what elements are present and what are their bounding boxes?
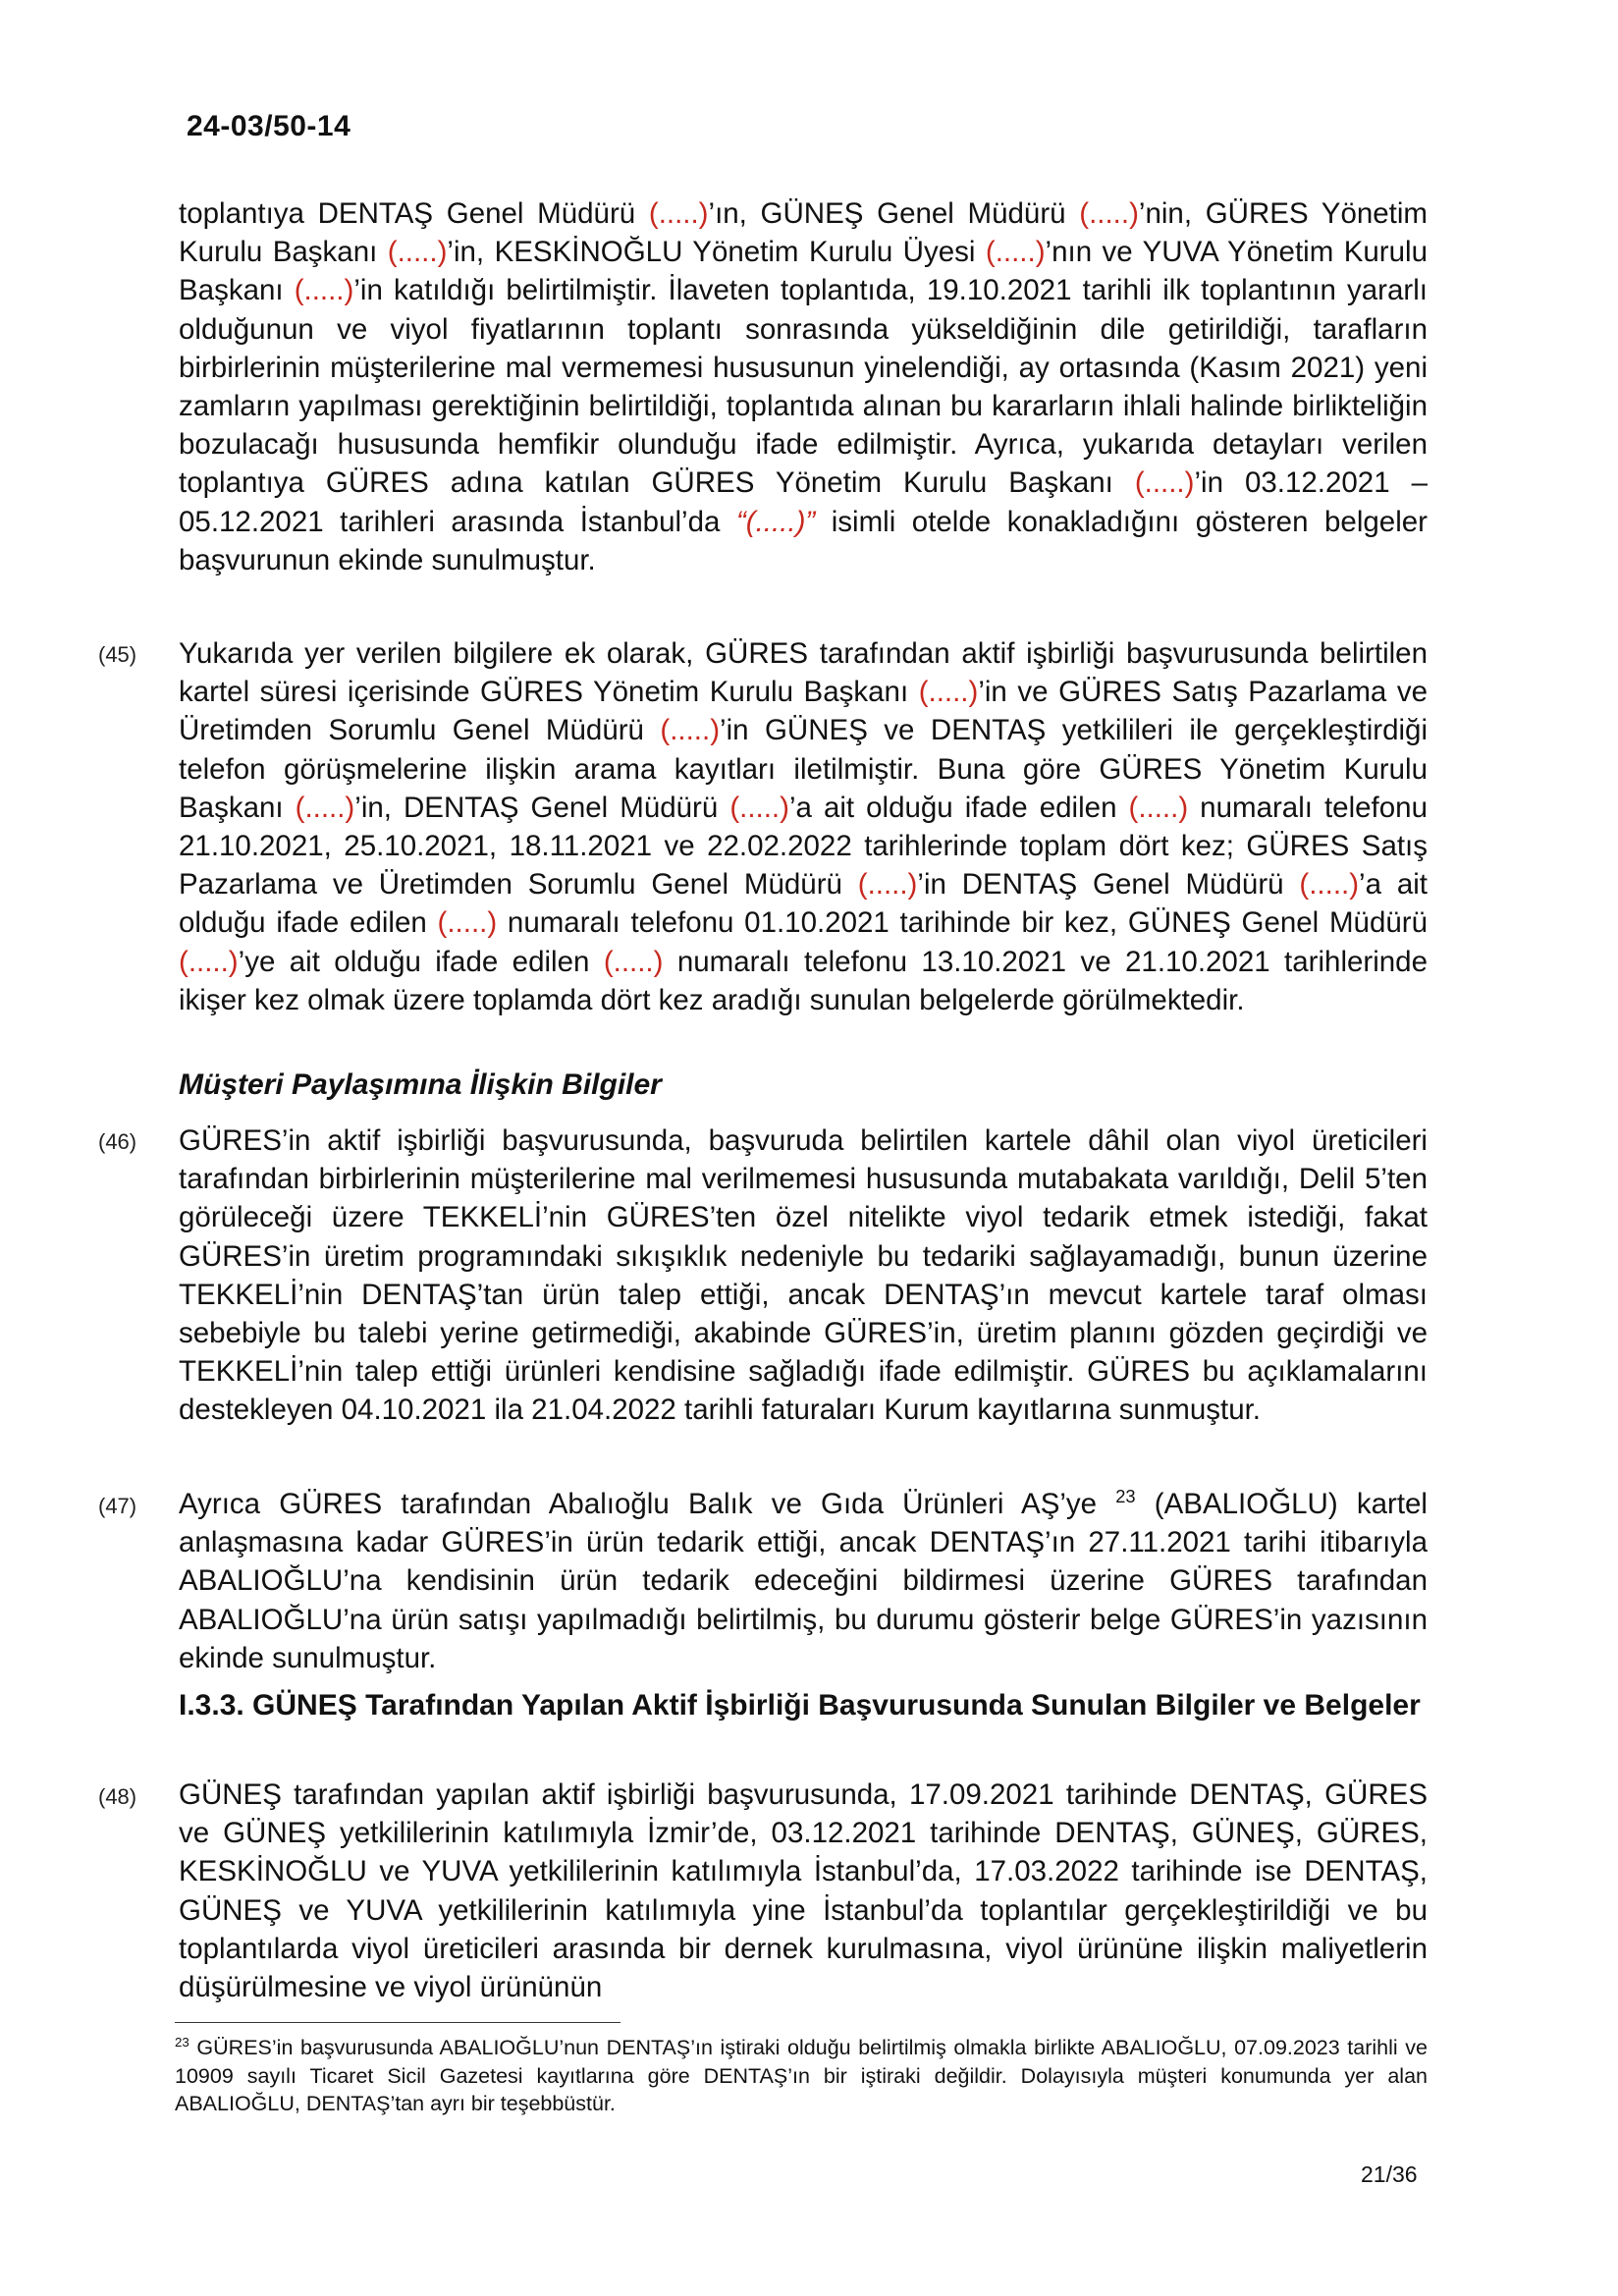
- redacted-mark: (.....): [1079, 197, 1139, 230]
- redacted-mark: (.....): [294, 274, 354, 307]
- paragraph-number: (45): [98, 642, 137, 667]
- text-run: ’a ait olduğu ifade edilen: [179, 868, 1428, 940]
- redacted-mark: (.....): [437, 906, 498, 940]
- footnote-23: [175, 2034, 1428, 2118]
- text-run: ’ın, GÜNEŞ Genel Müdürü: [708, 197, 1080, 230]
- paragraph-number: (46): [98, 1129, 137, 1154]
- paragraph-46: GÜRES’in aktif işbirliği başvurusunda, başvuruda belirtilen kartele dâhil olan viyol üreticileri tarafından birbirlerinin müşterilerine mal verilmemesi hususunda mutabakata varıldığı, Delil 5’ten görüleceği üzere TEKKELİ’nin GÜRES’ten özel nitelikte viyol tedarik etmek istediği, fakat GÜRES’in üretim programındaki sıkışıklık nedeniyle bu tedariki sağlayamadığı, bunun üzerine TEKKELİ’nin DENTAŞ’tan ürün talep ettiği, ancak DENTAŞ’ın mevcut kartele taraf olması sebebiyle bu talebi yerine getirmediği, akabinde GÜRES’in, üretim planını gözden geçirdiği ve TEKKELİ’nin talep ettiği ürünleri kendisine sağladığı ifade edilmiştir. GÜRES bu açıklamalarını destekleyen 04.10.2021 ila 21.04.2022 tarihli faturaları Kurum kayıtlarına sunmuştur.: [179, 1124, 1428, 1427]
- text-run: ’in 03.12.2021 – 05.12.2021 tarihleri arasında İstanbul’da: [179, 466, 1428, 538]
- section-heading: I.3.3. GÜNEŞ Tarafından Yapılan Aktif İşbirliği Başvurusunda Sunulan Bilgiler ve Belgeler: [179, 1689, 1421, 1722]
- redacted-mark: (.....): [918, 676, 979, 709]
- redacted-mark: (.....): [387, 236, 448, 269]
- text-run: ’in, KESKİNOĞLU Yönetim Kurulu Üyesi: [447, 236, 986, 269]
- footnote-number: 23: [175, 2035, 189, 2050]
- redacted-mark: (.....): [648, 197, 709, 230]
- paragraph-45: [179, 634, 1428, 1019]
- page-number: 21/36: [1361, 2161, 1418, 2187]
- paragraph-48: GÜNEŞ tarafından yapılan aktif işbirliği başvurusunda, 17.09.2021 tarihinde DENTAŞ, GÜRES ve GÜNEŞ yetkililerinin katılımıyla İzmir’de, 03.12.2021 tarihinde DENTAŞ, GÜNEŞ, GÜRES, KESKİNOĞLU ve YUVA yetkililerinin katılımıyla İstanbul’da, 17.03.2022 tarihinde ise DENTAŞ, GÜNEŞ ve YUVA yetkililerinin katılımıyla yine İstanbul’da toplantılar gerçekleştirildiği ve bu toplantılarda viyol üreticileri arasında bir dernek kurulmasına, viyol ürününe ilişkin maliyetlerin düşürülmesine ve viyol ürününün: [179, 1778, 1428, 2004]
- redacted-mark: (.....): [179, 945, 239, 978]
- redacted-mark: (.....): [660, 714, 721, 747]
- text-run: numaralı telefonu 13.10.2021 ve 21.10.2021 tarihlerinde ikişer kez olmak üzere toplamda dört kez aradığı sunulan belgelerde görülmektedir.: [179, 945, 1428, 1016]
- text-run: ’ye ait olduğu ifade edilen: [238, 945, 604, 978]
- redacted-mark: (.....): [729, 791, 789, 824]
- text-run: Ayrıca GÜRES tarafından Abalıoğlu Balık ve Gıda Ürünleri AŞ’ye: [179, 1488, 1116, 1520]
- paragraph-number: (48): [98, 1784, 137, 1809]
- text-run: ’nın ve YUVA Yönetim Kurulu Başkanı: [179, 236, 1428, 307]
- paragraph-44-continued: [179, 194, 1428, 579]
- footnote-text: GÜRES’in başvurusunda ABALIOĞLU’nun DENTAŞ’ın iştiraki olduğu belirtilmiş olmakla birlikte ABALIOĞLU, 07.09.2023 tarihli ve 10909 sayılı Ticaret Sicil Gazetesi kayıtlarına göre DENTAŞ’ın bir iştiraki değildir. Dolayısıyla müşteri konumunda yer alan ABALIOĞLU, DENTAŞ’tan ayrı bir teşebbüstür.: [175, 2036, 1428, 2115]
- text-run: ’nin, GÜRES Yönetim Kurulu Başkanı: [179, 197, 1428, 269]
- footnote-separator: [175, 2022, 620, 2023]
- paragraph-47: [179, 1485, 1428, 1677]
- redacted-mark: “(.....)”: [735, 505, 816, 538]
- redacted-mark: (.....): [295, 791, 355, 824]
- text-run: ’in, DENTAŞ Genel Müdürü: [354, 791, 730, 824]
- text-run: ’in ve GÜRES Satış Pazarlama ve Üretimden Sorumlu Genel Müdürü: [179, 676, 1428, 747]
- text-run: numaralı telefonu 21.10.2021, 25.10.2021, 18.11.2021 ve 22.02.2022 tarihlerinde toplam dört kez; GÜRES Satış Pazarlama ve Üretimden Sorumlu Genel Müdürü: [179, 791, 1428, 902]
- text-run: (ABALIOĞLU) kartel anlaşmasına kadar GÜRES’in ürün tedarik ettiği, ancak DENTAŞ’ın 27.11.2021 tarihi itibarıyla ABALIOĞLU’na kendisinin ürün tedarik edeceğini bildirmesi üzerine GÜRES tarafından ABALIOĞLU’na ürün satışı yapılmadığı belirtilmiş, bu durumu gösterir belge GÜRES’in yazısının ekinde sunulmuştur.: [179, 1488, 1428, 1674]
- redacted-mark: (.....): [1299, 868, 1360, 902]
- document-id: 24-03/50-14: [187, 110, 351, 142]
- redacted-mark: (.....): [1134, 466, 1195, 500]
- text-run: ’in DENTAŞ Genel Müdürü: [917, 868, 1300, 902]
- footnote-reference[interactable]: 23: [1115, 1486, 1136, 1507]
- redacted-mark: (.....): [603, 945, 664, 978]
- text-run: isimli otelde konakladığını gösteren belgeler başvurunun ekinde sunulmuştur.: [179, 505, 1428, 576]
- text-run: numaralı telefonu 01.10.2021 tarihinde bir kez, GÜNEŞ Genel Müdürü: [497, 906, 1428, 940]
- redacted-mark: (.....): [1128, 791, 1189, 824]
- text-run: ’in GÜNEŞ ve DENTAŞ yetkilileri ile gerçekleştirdiği telefon görüşmelerine ilişkin arama kayıtları iletilmiştir. Buna göre GÜRES Yönetim Kurulu Başkanı: [179, 714, 1429, 824]
- redacted-mark: (.....): [857, 868, 918, 902]
- text-run: toplantıya DENTAŞ Genel Müdürü: [179, 197, 649, 230]
- text-run: ’in katıldığı belirtilmiştir. İlaveten toplantıda, 19.10.2021 tarihli ilk toplantının yararlı olduğunun ve viyol fiyatlarının toplantı sonrasında yükseldiğinin dile getirildiği, tarafların birbirlerinin müşterilerine mal vermemesi hususunun yinelendiği, ay ortasında (Kasım 2021) yeni zamların yapılması gerektiğinin belirtildiği, toplantıda alınan bu kararların ihlali halinde birlikteliğin bozulacağı hususunda hemfikir olunduğu ifade edilmiştir. Ayrıca, yukarıda detayları verilen toplantıya GÜRES adına katılan GÜRES Yönetim Kurulu Başkanı: [179, 274, 1428, 500]
- text-run: Yukarıda yer verilen bilgilere ek olarak, GÜRES tarafından aktif işbirliği başvurusunda belirtilen kartel süresi içerisinde GÜRES Yönetim Kurulu Başkanı: [179, 637, 1428, 709]
- text-run: ’a ait olduğu ifade edilen: [788, 791, 1129, 824]
- paragraph-number: (47): [98, 1494, 137, 1518]
- subheading-customer-sharing: Müşteri Paylaşımına İlişkin Bilgiler: [179, 1068, 662, 1101]
- redacted-mark: (.....): [985, 236, 1046, 269]
